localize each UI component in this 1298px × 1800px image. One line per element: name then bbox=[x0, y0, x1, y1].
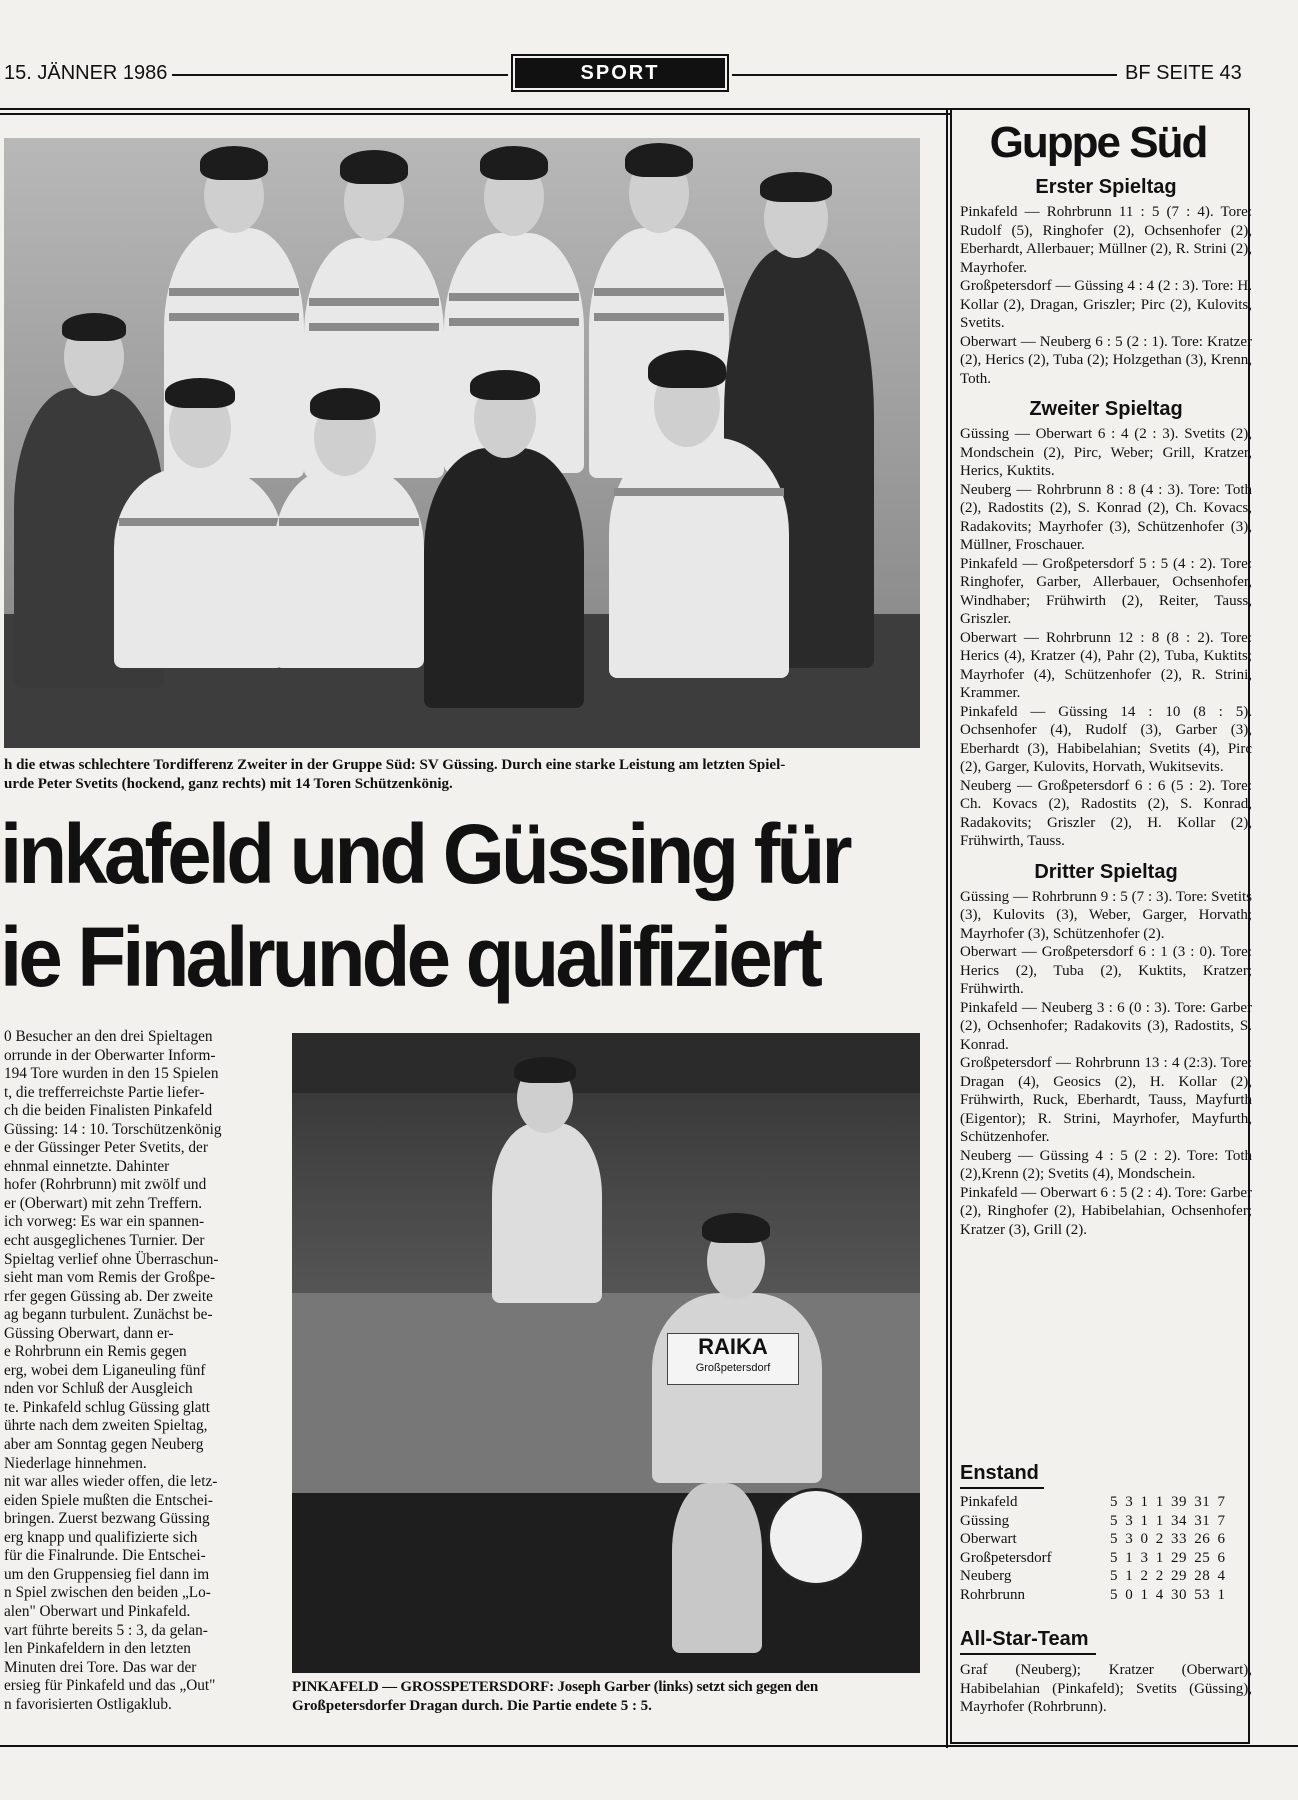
header-rule-left bbox=[172, 74, 508, 76]
article-line: Güssing: 14 : 10. Torschützenkönig bbox=[4, 1120, 222, 1138]
article-line: orrunde in der Oberwarter Inform- bbox=[4, 1046, 216, 1064]
standings-heading: Enstand bbox=[960, 1462, 1039, 1484]
issue-date: 15. JÄNNER 1986 bbox=[4, 62, 168, 84]
allstar-text: Graf (Neuberg); Kratzer (Oberwart), Habibelahian (Pinkafeld); Svetits (Güssing), Mayrhofer (Rohrbrunn). bbox=[960, 1662, 1252, 1715]
game-result: Neuberg — Großpetersdorf 6 : 6 (5 : 2). Tore: Ch. Kovacs (2), Radostits (2), S. Konrad, Radakovits; Griszler (2), H. Kollar (2), Frühwirth, Tauss. bbox=[960, 777, 1252, 849]
page-number: BF SEITE 43 bbox=[1125, 62, 1242, 84]
headline-line-2: ie Finalrunde qualifiziert bbox=[0, 910, 820, 1004]
article-body bbox=[4, 1028, 266, 1714]
article-line: ersieg für Pinkafeld und das „Out" bbox=[4, 1677, 216, 1695]
action-photo-caption bbox=[292, 1678, 920, 1716]
article-line: n Spiel zwischen den beiden „Lo- bbox=[4, 1584, 211, 1602]
article-line: Minuten drei Tore. Das war der bbox=[4, 1658, 197, 1676]
article-line: e Rohrbrunn ein Remis gegen bbox=[4, 1343, 187, 1361]
game-result: Oberwart — Neuberg 6 : 5 (2 : 1). Tore: Kratzer (2), Herics (2), Tuba (2); Holzgethan (3), Krenn, Toth. bbox=[960, 333, 1252, 387]
caption-line: urde Peter Svetits (hockend, ganz rechts) mit 14 Toren Schützenkönig. bbox=[4, 776, 453, 792]
article-line: für die Finalrunde. Die Entschei- bbox=[4, 1547, 206, 1565]
article-line: ührte nach dem zweiten Spieltag, bbox=[4, 1417, 208, 1435]
team-photo bbox=[4, 138, 920, 748]
game-result: Pinkafeld — Großpetersdorf 5 : 5 (4 : 2). Tore: Ringhofer, Garber, Allerbauer, Ochsenhofer, Windhaber; Frühwirth (2), Reiter, Tauss, Griszler. bbox=[960, 555, 1252, 627]
article-line: ich vorweg: Es war ein spannen- bbox=[4, 1213, 205, 1231]
game-result: Neuberg — Rohrbrunn 8 : 8 (4 : 3). Tore: Toth (2), Radostits (2), S. Konrad (2), Ch. Kovacs, Radakovits; Mayrhofer (3), Schützenhofer (3), Müllner, Froschauer. bbox=[960, 481, 1252, 553]
article-line: vart führte bereits 5 : 3, da gelan- bbox=[4, 1621, 208, 1639]
standings-values: 5 1 3 1 29 25 6 bbox=[1110, 1549, 1226, 1566]
standings-team: Großpetersdorf bbox=[960, 1549, 1052, 1566]
frame-bottom-rule bbox=[0, 1745, 1298, 1747]
allstar-section bbox=[960, 1628, 1252, 1717]
article-line: bringen. Zuerst bezwang Güssing bbox=[4, 1510, 210, 1528]
section-label: SPORT bbox=[515, 58, 725, 88]
article-line: te. Pinkafeld schlug Güssing glatt bbox=[4, 1398, 211, 1416]
standings-values: 5 1 2 2 29 28 4 bbox=[1110, 1568, 1226, 1584]
game-result: Oberwart — Rohrbrunn 12 : 8 (8 : 2). Tore: Herics (4), Kratzer (4), Pahr (2), Tuba, Kuktits; Mayrhofer (4), Schützenhofer (2), R. Strini, Krammer. bbox=[960, 629, 1252, 701]
football bbox=[767, 1488, 865, 1586]
game-result: Pinkafeld — Neuberg 3 : 6 (0 : 3). Tore: Garber (2), Ochsenhofer; Radakovits (3), Radostits, S. Konrad. bbox=[960, 999, 1252, 1053]
game-result: Großpetersdorf — Güssing 4 : 4 (2 : 3). Tore: H. Kollar (2), Dragan, Griszler; Pirc (2), Kulovits, Svetits. bbox=[960, 278, 1252, 331]
matchday-heading: Dritter Spieltag bbox=[1034, 860, 1178, 883]
game-result: Güssing — Rohrbrunn 9 : 5 (7 : 3). Tore: Svetits (3), Kulovits (3), Weber, Garger, Horvath; Mayrhofer (3), Schützenhofer (2). bbox=[960, 888, 1252, 942]
sidebar-title: Guppe Süd bbox=[989, 118, 1207, 167]
standings-team: Güssing bbox=[960, 1512, 1010, 1529]
frame-top-rule bbox=[0, 108, 950, 110]
article-line: er (Oberwart) mit zehn Treffern. bbox=[4, 1194, 203, 1212]
article-line: Spieltag verlief ohne Überraschun- bbox=[4, 1250, 219, 1268]
article-line: 0 Besucher an den drei Spieltagen bbox=[4, 1028, 213, 1045]
sidebar-results bbox=[960, 176, 1252, 1239]
article-line: n favorisierten Ostligaklub. bbox=[4, 1695, 172, 1713]
standings-row bbox=[960, 1493, 1252, 1512]
standings-row bbox=[960, 1567, 1252, 1586]
article-line: nden vor Schluß der Ausgleich bbox=[4, 1380, 193, 1398]
article-line: aber am Sonntag gegen Neuberg bbox=[4, 1436, 204, 1454]
game-result: Neuberg — Güssing 4 : 5 (2 : 2). Tore: Toth (2),Krenn (2); Svetits (4), Mondschein. bbox=[960, 1147, 1252, 1182]
standings-row bbox=[960, 1586, 1252, 1605]
team-photo-caption bbox=[4, 756, 920, 794]
standings-row bbox=[960, 1549, 1252, 1568]
standings-team: Oberwart bbox=[960, 1531, 1017, 1547]
standings-values: 5 3 0 2 33 26 6 bbox=[1110, 1531, 1226, 1547]
article-line: ch die beiden Finalisten Pinkafeld bbox=[4, 1102, 213, 1120]
article-line: nit war alles wieder offen, die letz- bbox=[4, 1473, 218, 1491]
article-line: len Pinkafeldern in den letzten bbox=[4, 1640, 191, 1658]
matchday-heading: Zweiter Spieltag bbox=[1029, 398, 1183, 420]
allstar-heading: All-Star-Team bbox=[960, 1628, 1089, 1650]
header-rule-right bbox=[732, 74, 1117, 76]
standings-team: Rohrbrunn bbox=[960, 1586, 1025, 1603]
article-line: rfer gegen Güssing ab. Der zweite bbox=[4, 1287, 213, 1305]
article-line: um den Gruppensieg fiel dann im bbox=[4, 1565, 210, 1583]
matchday-heading: Erster Spieltag bbox=[1035, 176, 1177, 198]
standings-values: 5 3 1 1 34 31 7 bbox=[1110, 1512, 1226, 1529]
article-line: hofer (Rohrbrunn) mit zwölf und bbox=[4, 1176, 207, 1194]
standings-values: 5 3 1 1 39 31 7 bbox=[1110, 1494, 1226, 1510]
game-result: Oberwart — Großpetersdorf 6 : 1 (3 : 0). Tore: Herics (2), Tuba (2), Kuktits, Kratzer; Frühwirth. bbox=[960, 944, 1252, 997]
article-line: echt ausgeglichenes Turnier. Der bbox=[4, 1232, 205, 1250]
action-photo bbox=[292, 1033, 920, 1673]
standings-row bbox=[960, 1512, 1252, 1531]
standings-section bbox=[960, 1462, 1252, 1604]
game-result: Pinkafeld — Güssing 14 : 10 (8 : 5). Ochsenhofer (4), Rudolf (3), Garber (3), Eberhardt (3), Habibelahian; Svetits (4), Pirc (2), Garger, Kulovits, Horvath, Wukitsevits. bbox=[960, 703, 1252, 775]
frame-top-rule-2 bbox=[0, 113, 950, 115]
standings-row bbox=[960, 1530, 1252, 1549]
game-result: Großpetersdorf — Rohrbrunn 13 : 4 (2:3). Tore: Dragan (4), Geosics (2), H. Kollar (2), Frühwirth, Ruck, Eberhardt, Tauss, Mayfurth (Eigentor); R. Strini, Mayrhofer, Mayfurth, Schützenhofer. bbox=[960, 1055, 1252, 1145]
article-line: erg knapp und qualifizierte sich bbox=[4, 1528, 198, 1546]
standings-team: Neuberg bbox=[960, 1568, 1012, 1584]
article-line: ehnmal einnetzte. Dahinter bbox=[4, 1157, 170, 1175]
article-line: eiden Spiele mußten die Entschei- bbox=[4, 1491, 213, 1509]
article-line: Güssing Oberwart, dann er- bbox=[4, 1324, 174, 1342]
standings-values: 5 0 1 4 30 53 1 bbox=[1110, 1586, 1226, 1603]
caption-line: Großpetersdorfer Dragan durch. Die Partie endete 5 : 5. bbox=[292, 1698, 652, 1714]
sidebar-divider bbox=[946, 108, 948, 1748]
jersey-sub: Großpetersdorf bbox=[695, 1362, 771, 1374]
article-line: alen" Oberwart und Pinkafeld. bbox=[4, 1602, 191, 1620]
caption-line: PINKAFELD — GROSSPETERSDORF: Joseph Garber (links) setzt sich gegen den bbox=[292, 1679, 818, 1695]
article-line: e der Güssinger Peter Svetits, der bbox=[4, 1139, 208, 1157]
game-result: Pinkafeld — Oberwart 6 : 5 (2 : 4). Tore: Garber (2), Ringhofer (2), Habibelahian, Ochsenhofer; Kratzer (3), Grill (2). bbox=[960, 1184, 1252, 1238]
game-result: Pinkafeld — Rohrbrunn 11 : 5 (7 : 4). Tore: Rudolf (5), Ringhofer (2), Ochsenhofer (2), Eberhardt, Allerbauer; Müllner (2), R. Strini (2), Mayrhofer. bbox=[960, 204, 1252, 276]
article-line: t, die trefferreichste Partie liefer- bbox=[4, 1083, 205, 1101]
caption-line: h die etwas schlechtere Tordifferenz Zweiter in der Gruppe Süd: SV Güssing. Durch eine starke Leistung am letzten Spiel- bbox=[4, 757, 786, 773]
headline-line-1: inkafeld und Güssing für bbox=[0, 807, 849, 901]
article-line: ag begann turbulent. Zunächst be- bbox=[4, 1306, 213, 1324]
standings-team: Pinkafeld bbox=[960, 1494, 1018, 1510]
article-line: erg, wobei dem Liganeuling fünf bbox=[4, 1361, 206, 1379]
article-line: sieht man vom Remis der Großpe- bbox=[4, 1269, 216, 1287]
game-result: Güssing — Oberwart 6 : 4 (2 : 3). Svetits (2), Mondschein (2), Pirc, Weber; Grill, Kratzer, Herics, Kuktits. bbox=[960, 426, 1252, 479]
article-line: 194 Tore wurden in den 15 Spielen bbox=[4, 1065, 219, 1083]
jersey-text: RAIKA bbox=[698, 1334, 768, 1359]
article-line: Niederlage hinnehmen. bbox=[4, 1454, 147, 1472]
